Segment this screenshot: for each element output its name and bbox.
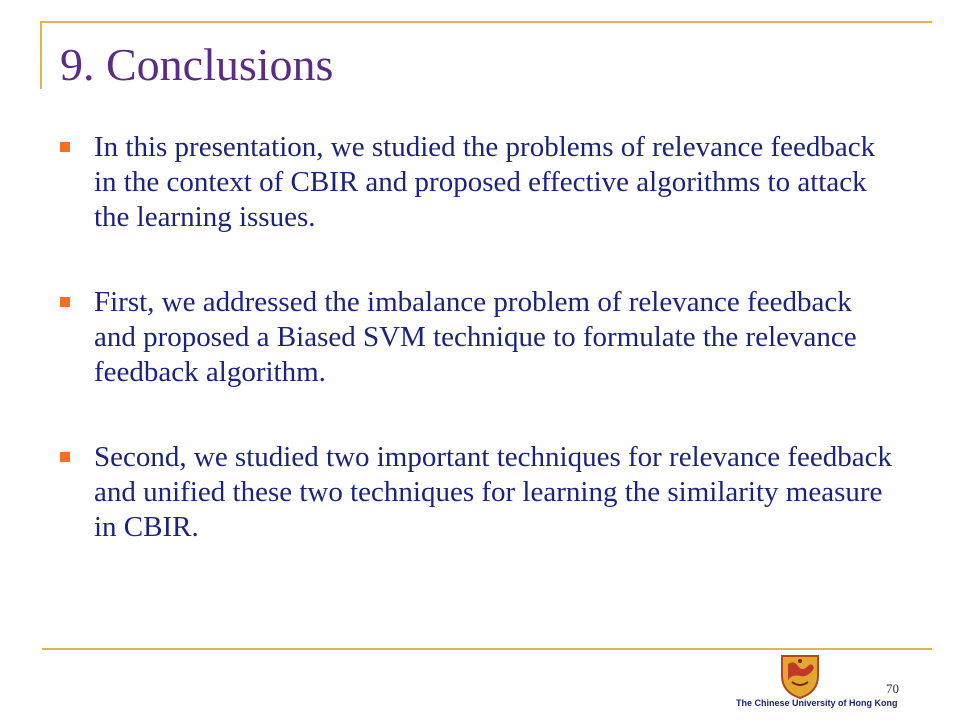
square-bullet-icon [60, 297, 70, 307]
slide-title: 9. Conclusions [60, 39, 334, 90]
bullet-item [60, 285, 900, 390]
bullet-text: In this presentation, we studied the problems of relevance feedback in the context of CBIR and proposed effective algorithms to attack the learning issues. [94, 131, 876, 233]
bullet-text: Second, we studied two important techniques for relevance feedback and unified these two techniques for learning the similarity measure in CBIR. [94, 441, 893, 543]
footer-divider [42, 648, 932, 650]
page-number: 70 [886, 681, 899, 696]
logo-caption: The Chinese University of Hong Kong [736, 698, 898, 708]
square-bullet-icon [60, 452, 70, 462]
university-crest-icon [778, 652, 822, 700]
bullet-list [60, 130, 900, 595]
bullet-item [60, 440, 900, 545]
bullet-item [60, 130, 900, 235]
header-frame-top-line [40, 21, 932, 23]
header-frame-left-line [40, 21, 42, 89]
bullet-text: First, we addressed the imbalance problem of relevance feedback and proposed a Biased SVM technique to formulate the relevance feedback algorithm. [94, 286, 857, 388]
square-bullet-icon [60, 142, 70, 152]
